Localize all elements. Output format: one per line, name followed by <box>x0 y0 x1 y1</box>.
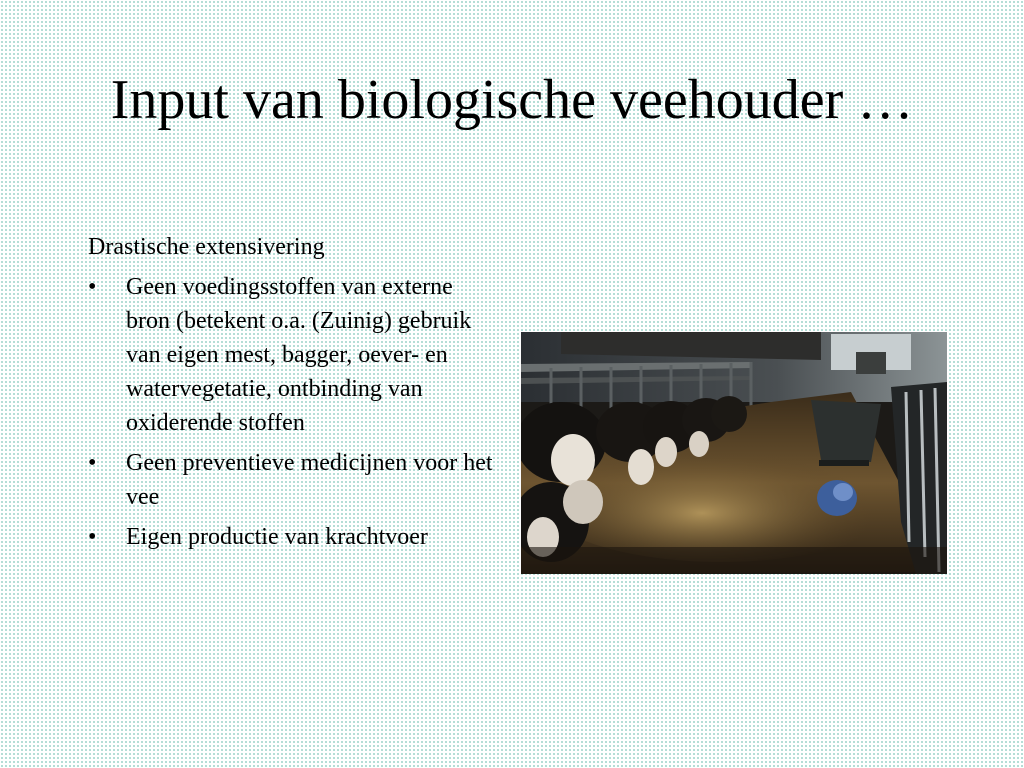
bullet-item <box>88 446 498 514</box>
bullet-text: Eigen productie van krachtvoer <box>126 524 428 550</box>
bullet-item <box>88 270 498 440</box>
slide-title: Input van biologische veehouder … <box>110 69 914 131</box>
bullet-dot-icon: • <box>88 524 97 550</box>
intro-text: Drastische extensivering <box>88 234 325 260</box>
cattle-barn-photo <box>521 332 947 574</box>
bullet-text: Geen preventieve medicijnen voor het vee <box>126 450 493 510</box>
slide-body <box>88 230 498 560</box>
bullet-list <box>88 270 498 554</box>
bullet-dot-icon: • <box>88 450 97 476</box>
bullet-item <box>88 520 498 554</box>
bullet-dot-icon: • <box>88 274 97 300</box>
bullet-text: Geen voedingsstoffen van externe bron (betekent o.a. (Zuinig) gebruik van eigen mest, bagger, oever- en watervegetatie, ontbinding van oxiderende stoffen <box>126 274 472 436</box>
